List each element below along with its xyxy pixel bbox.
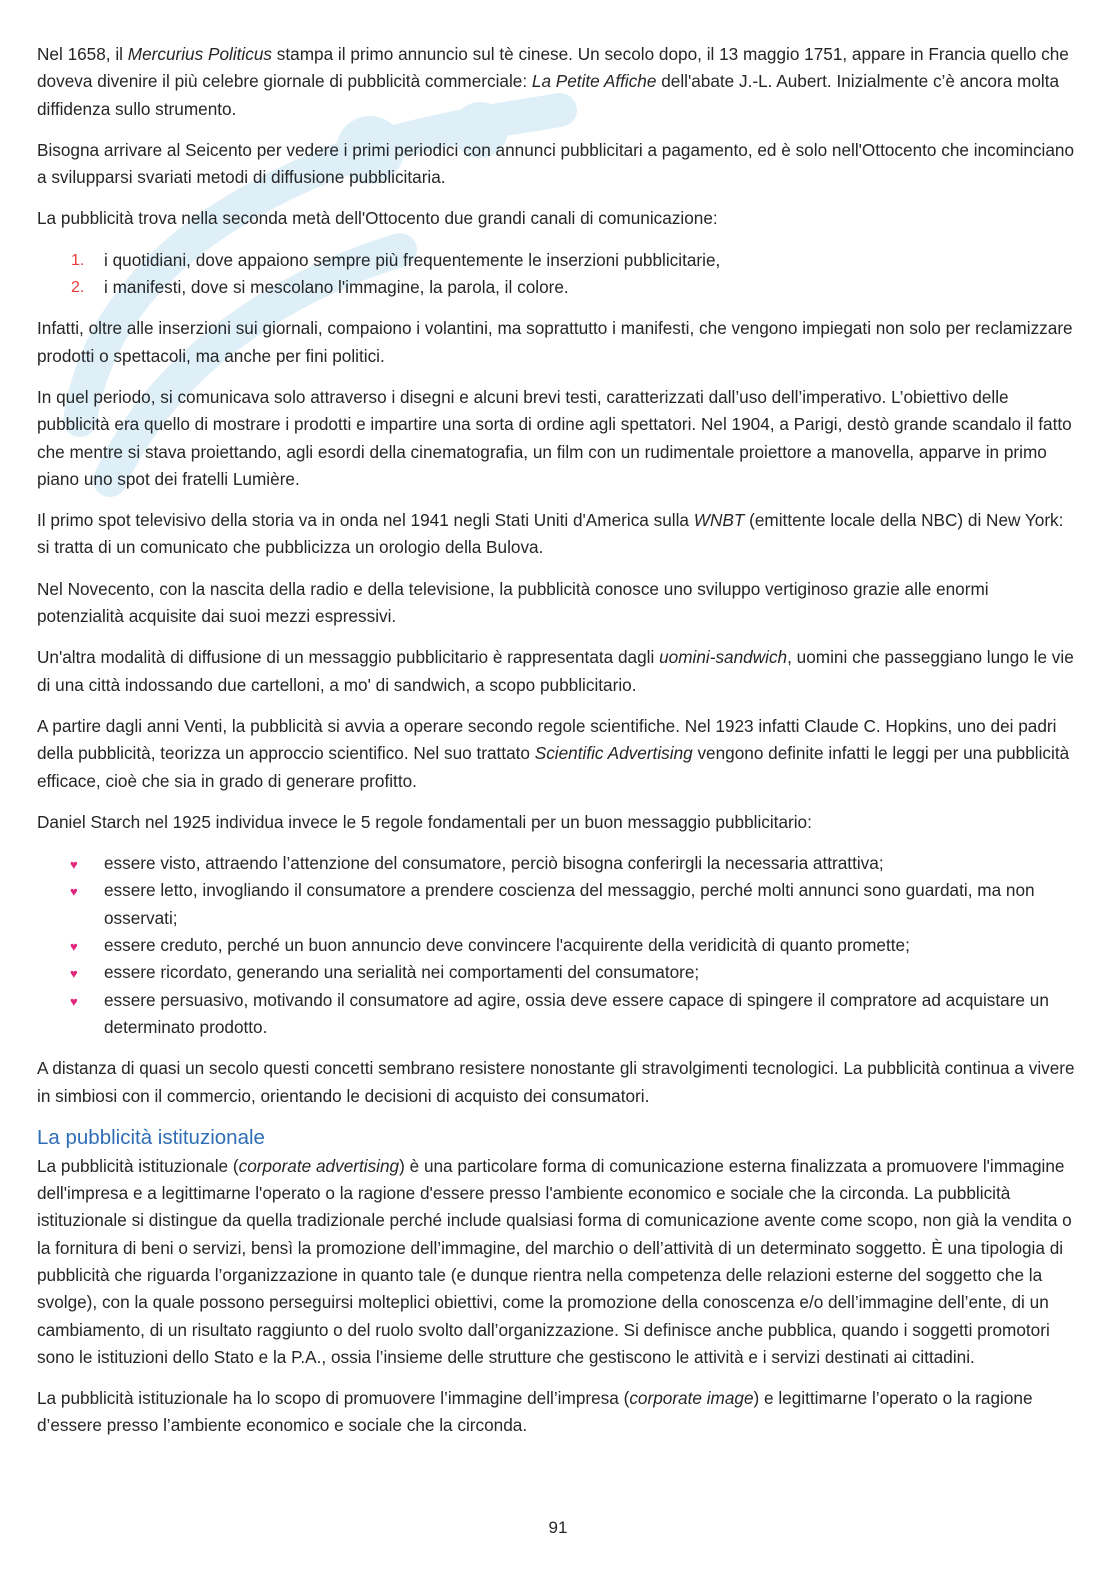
paragraph: Nel Novecento, con la nascita della radio e della televisione, la pubblicità conosce uno sviluppo vertiginoso grazie alle enormi potenzialità acquisite dai suoi mezzi espressivi.	[37, 578, 989, 627]
paragraph: Il primo spot televisivo della storia va in onda nel 1941 negli Stati Uniti d'America sulla WNBT (emittente locale della NBC) di New York: si tratta di un comunicato che pubblicizza un orologio della Bulova.	[37, 510, 1064, 558]
bullet-list	[37, 850, 1077, 1041]
heart-icon: ♥	[70, 884, 78, 900]
document-body	[37, 41, 1077, 1454]
paragraph: Un'altra modalità di diffusione di un messaggio pubblicitario è rappresentata dagli uomini-sandwich, uomini che passeggiano lungo le vie di una città indossando due cartelloni, a mo' di sandwich, a scopo pubblicitario.	[37, 647, 1074, 695]
paragraph: In quel periodo, si comunicava solo attraverso i disegni e alcuni brevi testi, caratterizzati dall’uso dell’imperativo. L’obiettivo delle pubblicità era quello di mostrare i prodotti e impartire una sorta di ordine agli spettatori. Nel 1904, a Parigi, destò grande scandalo il fatto che mentre si stava proiettando, agli esordi della cinematografia, un film con un rudimentale proiettore a manovella, apparve in primo piano uno spot dei fratelli Lumière.	[37, 386, 1072, 489]
paragraph: A partire dagli anni Venti, la pubblicità si avvia a operare secondo regole scientifiche. Nel 1923 infatti Claude C. Hopkins, uno dei padri della pubblicità, teorizza un approccio scientifico. Nel suo trattato Scientific Advertising vengono definite infatti le leggi per una pubblicità efficace, cioè che sia in grado di generare profitto.	[37, 715, 1070, 791]
list-item: ♥ essere letto, invogliando il consumatore a prendere coscienza del messaggio, perché molti annunci sono guardati, ma non osservati;	[70, 880, 1035, 928]
heart-icon: ♥	[70, 939, 78, 955]
list-item: 1. i quotidiani, dove appaiono sempre più frequentemente le inserzioni pubblicitarie,	[37, 247, 1077, 274]
paragraph: Bisogna arrivare al Seicento per vedere i primi periodici con annunci pubblicitari a pagamento, ed è solo nell'Ottocento che incominciano a svilupparsi svariati metodi di diffusione pubblicitaria.	[37, 139, 1075, 188]
numbered-list	[37, 247, 1077, 302]
paragraph: La pubblicità trova nella seconda metà dell'Ottocento due grandi canali di comunicazione:	[37, 208, 718, 229]
section-heading: La pubblicità istituzionale	[37, 1125, 265, 1149]
paragraph: La pubblicità istituzionale (corporate advertising) è una particolare forma di comunicazione esterna finalizzata a promuovere l'immagine dell'impresa e a legittimarne l'operato o la ragione d'essere presso l'ambiente economico e sociale che la circonda. La pubblicità istituzionale si distingue da quella tradizionale perché include qualsiasi forma di comunicazione avente come scopo, non già la vendita o la fornitura di beni o servizi, bensì la promozione dell’immagine, del marchio o dell’attività di un determinato soggetto. È una tipologia di pubblicità che riguarda l’organizzazione in quanto tale (e dunque rientra nella competenza delle relazioni esterne del soggetto che la svolge), con la quale possono perseguirsi molteplici obiettivi, come la promozione della conoscenza e/o dell’immagine dell’ente, di un cambiamento, di un risultato raggiunto o del ruolo svolto dall’organizzazione. Si definisce anche pubblica, quando i soggetti promotori sono le istituzioni dello Stato e la P.A., ossia l’insieme delle strutture che gestiscono le attività e i servizi destinati ai cittadini.	[37, 1155, 1072, 1367]
list-item: ♥ essere visto, attraendo l’attenzione del consumatore, perciò bisogna conferirgli la necessaria attrattiva;	[37, 850, 1077, 877]
list-number: 2.	[71, 279, 85, 297]
heart-icon: ♥	[70, 857, 78, 873]
list-number: 1.	[71, 251, 85, 269]
paragraph: Infatti, oltre alle inserzioni sui giornali, compaiono i volantini, ma soprattutto i manifesti, che vengono impiegati non solo per reclamizzare prodotti o spettacoli, ma anche per fini politici.	[37, 318, 1073, 366]
heart-icon: ♥	[70, 966, 78, 982]
list-item: 2. i manifesti, dove si mescolano l'immagine, la parola, il colore.	[37, 274, 1077, 301]
list-item: ♥ essere creduto, perché un buon annuncio deve convincere l'acquirente della veridicità di quanto promette;	[37, 932, 1077, 959]
heart-icon: ♥	[70, 993, 78, 1009]
page-number: 91	[548, 1518, 568, 1537]
list-item: ♥ essere ricordato, generando una serialità nei comportamenti del consumatore;	[37, 959, 1077, 986]
paragraph: Daniel Starch nel 1925 individua invece le 5 regole fondamentali per un buon messaggio pubblicitario:	[37, 811, 812, 832]
paragraph: A distanza di quasi un secolo questi concetti sembrano resistere nonostante gli stravolgimenti tecnologici. La pubblicità continua a vivere in simbiosi con il commercio, orientando le decisioni di acquisto dei consumatori.	[37, 1058, 1075, 1106]
paragraph: La pubblicità istituzionale ha lo scopo di promuovere l’immagine dell’impresa (corporate image) e legittimarne l’operato o la ragione d’essere presso l’ambiente economico e sociale che la circonda.	[37, 1388, 1033, 1436]
list-item: ♥ essere persuasivo, motivando il consumatore ad agire, ossia deve essere capace di spingere il compratore ad acquistare un determinato prodotto.	[70, 989, 1049, 1037]
paragraph: Nel 1658, il Mercurius Politicus stampa il primo annuncio sul tè cinese. Un secolo dopo, il 13 maggio 1751, appare in Francia quello che doveva divenire il più celebre giornale di pubblicità commerciale: La Petite Affiche dell'abate J.-L. Aubert. Inizialmente c’è ancora molta diffidenza sullo strumento.	[37, 44, 1069, 119]
